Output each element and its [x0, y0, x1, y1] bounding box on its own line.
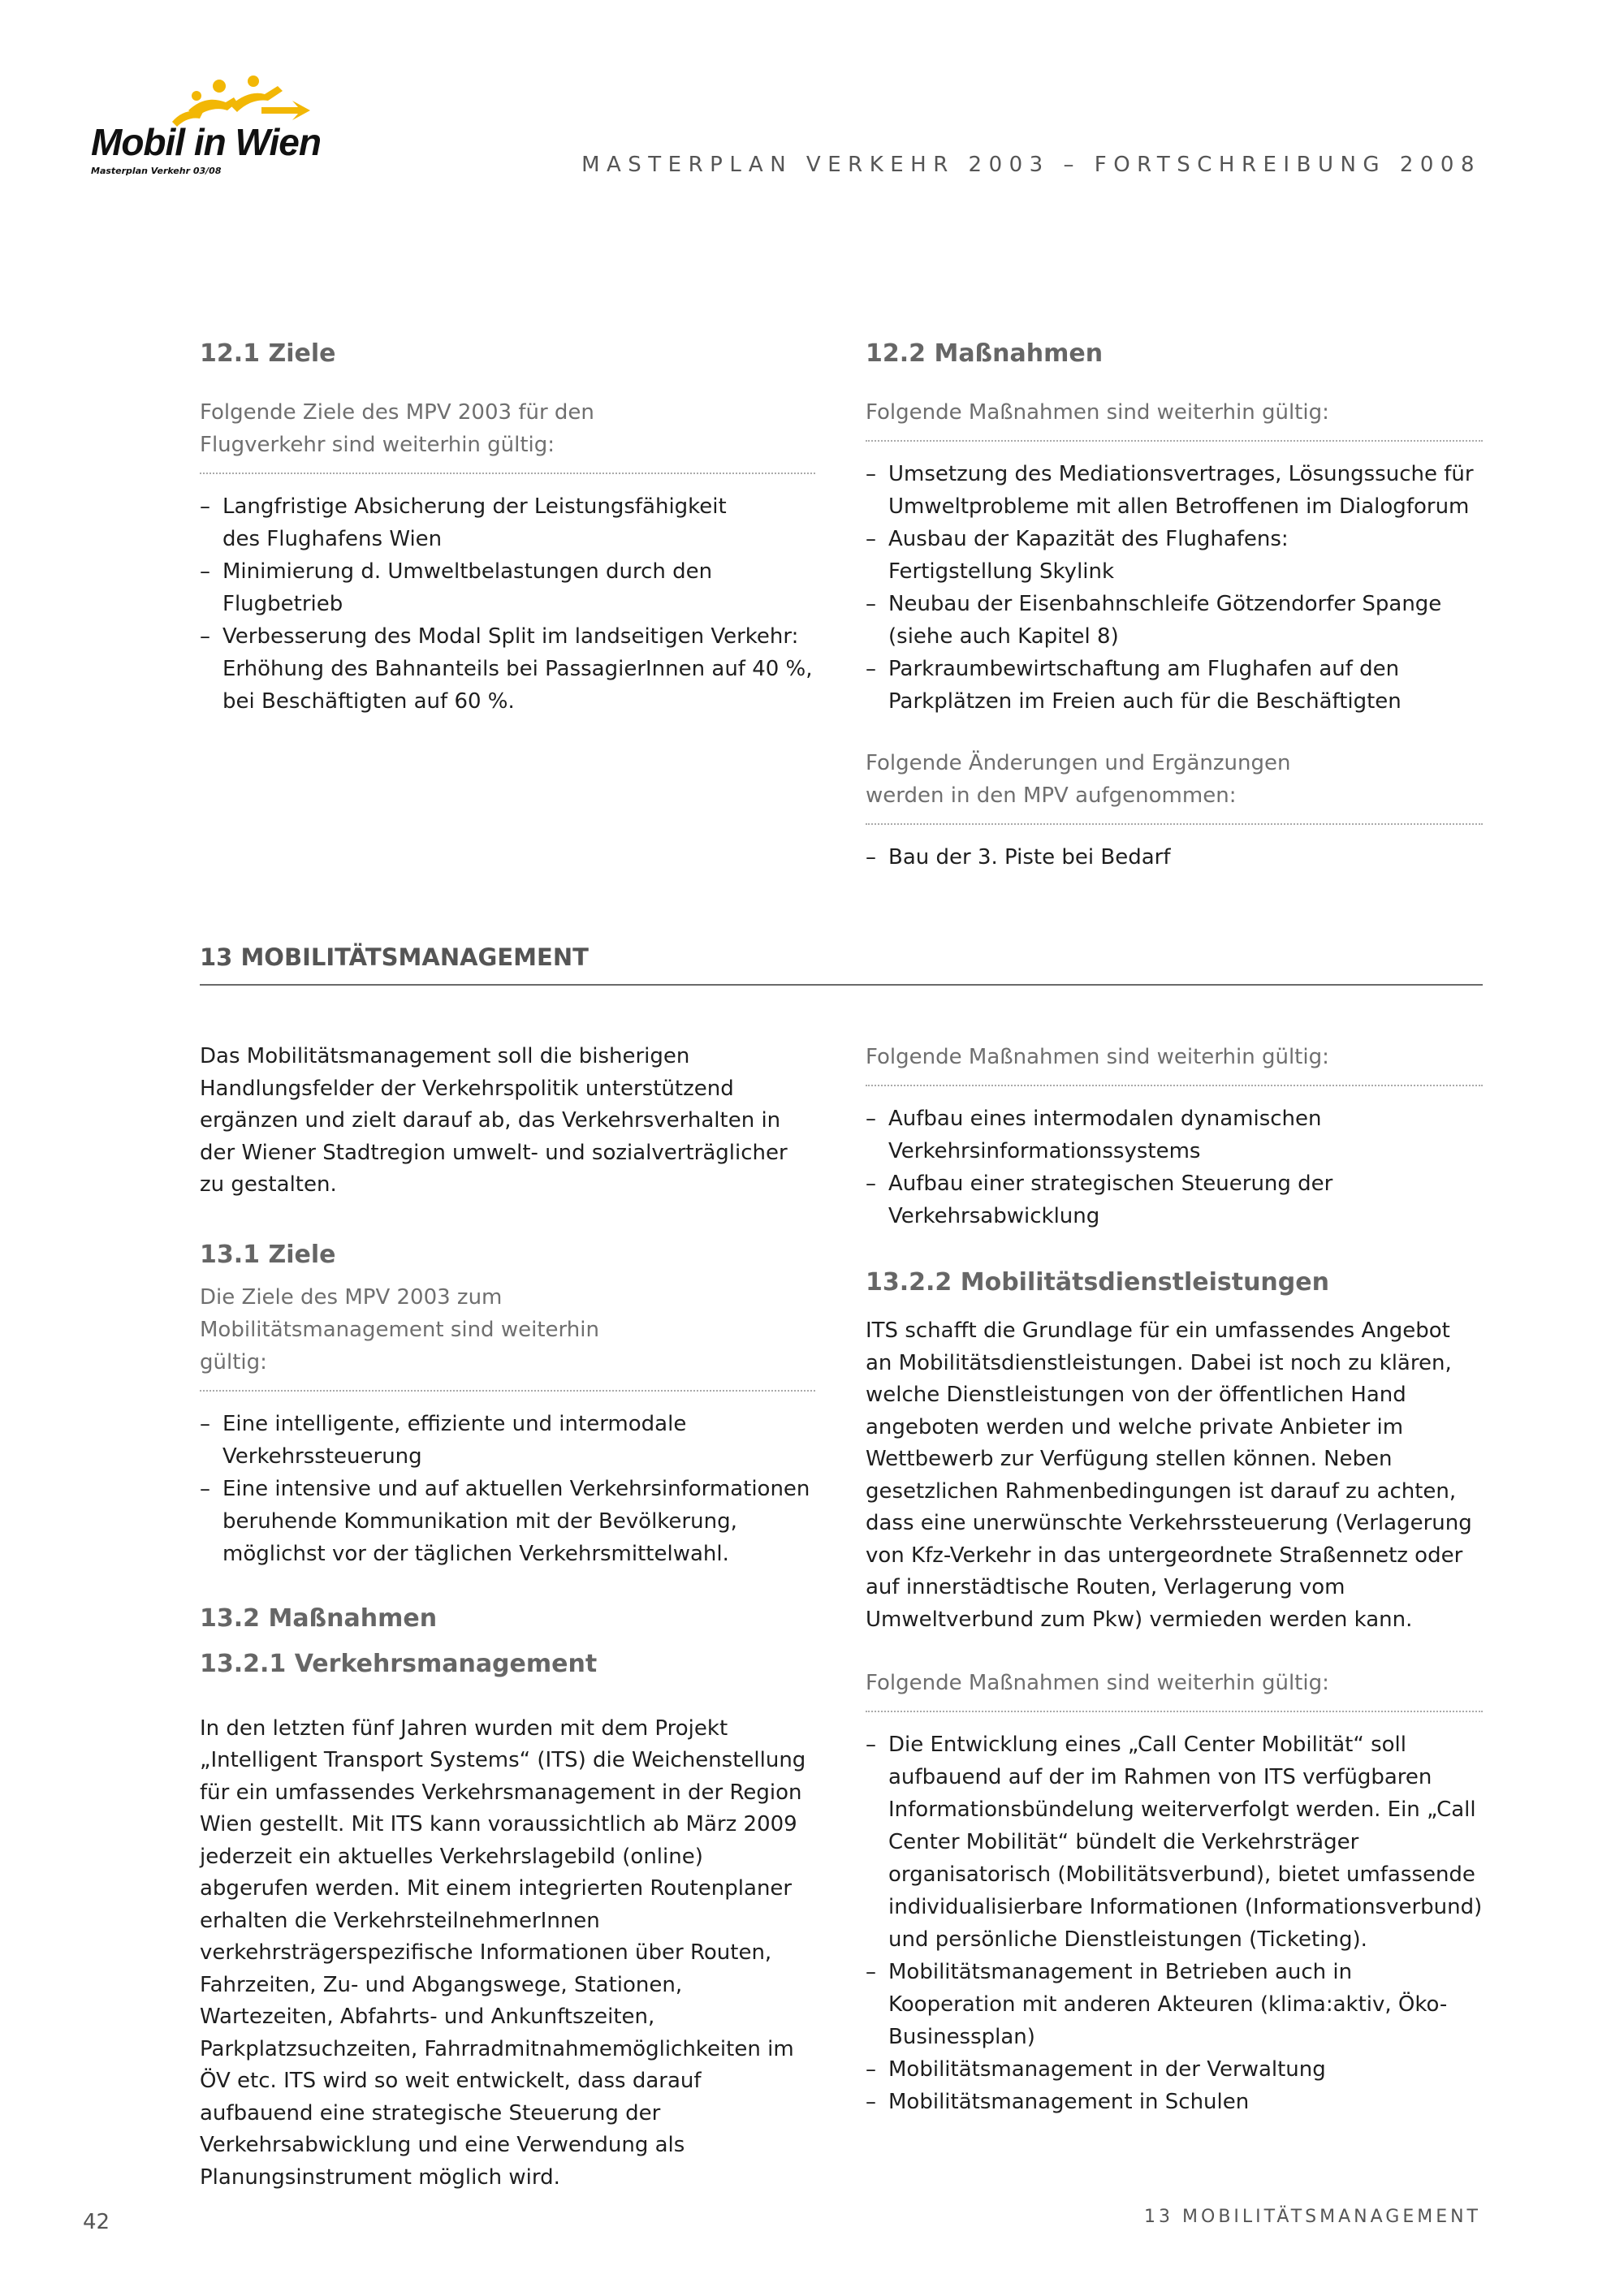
- list-item: – Die Entwicklung eines „Call Center Mobilität“ soll aufbauend auf der im Rahmen von ITS verfügbaren Informationsbündelung weiterverfolgt werden. Ein „Call Center Mobilität“ bündelt die Verkehrsträger organisatorisch (Mobilitätsverbund), bietet umfassende individualisierbare Informationen (Informationsverbund) und persönliche Dienstleistungen (Ticketing).: [866, 1728, 1483, 1956]
- measures-list: [866, 1728, 1483, 2118]
- list-item: – Mobilitätsmanagement in Betrieben auch in Kooperation mit anderen Akteuren (klima:aktiv, Öko-Businessplan): [866, 1956, 1483, 2053]
- list-item: – Eine intelligente, effiziente und intermodale Verkehrssteuerung: [200, 1408, 815, 1473]
- chapter-rule: [200, 984, 1483, 986]
- section-heading: 12.1 Ziele: [200, 339, 336, 368]
- logo-subtitle: Masterplan Verkehr 03/08: [91, 166, 222, 176]
- list-item: – Eine intensive und auf aktuellen Verkehrsinformationen beruhende Kommunikation mit der Bevölkerung, möglichst vor der täglichen Verkehrsmittelwahl.: [200, 1473, 815, 1570]
- section-13-right: [866, 1041, 1483, 2118]
- list-item: – Aufbau eines intermodalen dynamischen Verkehrsinformationssystems: [866, 1103, 1483, 1167]
- section-heading: 12.2 Maßnahmen: [866, 339, 1104, 368]
- list-item: – Langfristige Absicherung der Leistungsfähigkeit des Flughafens Wien: [200, 490, 815, 555]
- list-item: – Mobilitätsmanagement in der Verwaltung: [866, 2053, 1483, 2086]
- list-item: – Umsetzung des Mediationsvertrages, Lösungssuche für Umweltprobleme mit allen Betroffenen im Dialogforum: [866, 458, 1483, 523]
- chapter-intro-paragraph: Das Mobilitätsmanagement soll die bisherigen Handlungsfelder der Verkehrspolitik unterstützend ergänzen und zielt darauf ab, das Verkehrsverhalten in der Wiener Stadtregion umwelt- und sozialverträglicher zu gestalten.: [200, 1044, 788, 1197]
- measures-list: [866, 458, 1483, 718]
- footer-chapter-title: 13 MOBILITÄTSMANAGEMENT: [1144, 2207, 1481, 2227]
- list-item: – Mobilitätsmanagement in Schulen: [866, 2086, 1483, 2118]
- goals-list: [200, 490, 815, 718]
- list-item: – Neubau der Eisenbahnschleife Götzendorfer Spange (siehe auch Kapitel 8): [866, 588, 1483, 653]
- list-item: – Aufbau einer strategischen Steuerung der Verkehrsabwicklung: [866, 1167, 1483, 1232]
- measures-intro: Folgende Maßnahmen sind weiterhin gültig:: [866, 1045, 1329, 1069]
- document-title: MASTERPLAN VERKEHR 2003 – FORTSCHREIBUNG 2008: [581, 153, 1481, 177]
- verkehrsmanagement-paragraph: In den letzten fünf Jahren wurden mit dem Projekt „Intelligent Transport Systems“ (ITS) die Weichenstellung für ein umfassendes Verkehrsmanagement in der Region Wien gestellt. Mit ITS kann voraussichtlich ab März 2009 jederzeit ein aktuelles Verkehrslagebild (online) abgerufen werden. Mit einem integrierten Routenplaner erhalten die VerkehrsteilnehmerInnen verkehrsträgerspezifische Informationen über Routen, Fahrzeiten, Zu- und Abgangswege, Stationen, Wartezeiten, Abfahrts- und Ankunftszeiten, Parkplatzsuchzeiten, Fahrradmitnahmemöglichkeiten im ÖV etc. ITS wird so weit entwickelt, dass darauf aufbauend eine strategische Steuerung der Verkehrsabwicklung und eine Verwendung als Planungsinstrument möglich wird.: [200, 1716, 806, 2190]
- page-number: 42: [83, 2210, 110, 2234]
- dienstleistungen-paragraph: ITS schafft die Grundlage für ein umfassendes Angebot an Mobilitätsdienstleistungen. Dabei ist noch zu klären, welche Dienstleistungen von der öffentlichen Hand angeboten werden und welche private Anbieter im Wettbewerb zur Verfügung stellen können. Neben gesetzlichen Rahmenbedingungen ist darauf zu achten, dass eine unerwünschte Verkehrssteuerung (Verlagerung von Kfz-Verkehr in das untergeordnete Straßennetz oder auf innerstädtische Routen, Verlagerung vom Umweltverbund zum Pkw) vermieden werden kann.: [866, 1318, 1472, 1632]
- section-intro: Folgende Maßnahmen sind weiterhin gültig:: [866, 400, 1329, 425]
- logo: [91, 75, 335, 188]
- changes-list: [866, 841, 1483, 874]
- chapter-heading: [200, 943, 1483, 986]
- list-item: – Verbesserung des Modal Split im landseitigen Verkehr: Erhöhung des Bahnanteils bei PassagierInnen auf 40 %, bei Beschäftigten auf 60 %.: [200, 620, 815, 718]
- section-12-1: [200, 339, 815, 718]
- chapter-title: 13 MOBILITÄTSMANAGEMENT: [200, 943, 589, 971]
- section-heading: 13.2 Maßnahmen: [200, 1603, 438, 1633]
- measures-intro: Folgende Maßnahmen sind weiterhin gültig:: [866, 1671, 1329, 1695]
- list-item: – Bau der 3. Piste bei Bedarf: [866, 841, 1483, 874]
- goals-list: [200, 1408, 815, 1570]
- list-item: – Parkraumbewirtschaftung am Flughafen auf den Parkplätzen im Freien auch für die Beschäftigten: [866, 653, 1483, 718]
- list-item: – Minimierung d. Umweltbelastungen durch den Flugbetrieb: [200, 555, 815, 620]
- list-item: – Ausbau der Kapazität des Flughafens: Fertigstellung Skylink: [866, 523, 1483, 588]
- subsection-heading: 13.2.1 Verkehrsmanagement: [200, 1649, 598, 1678]
- section-heading: 13.1 Ziele: [200, 1240, 336, 1269]
- section-intro: Die Ziele des MPV 2003 zum Mobilitätsmanagement sind weiterhin gültig:: [200, 1284, 599, 1375]
- subsection-heading: 13.2.2 Mobilitätsdienstleistungen: [866, 1268, 1329, 1297]
- section-13-left: [200, 1041, 815, 2194]
- section-intro: Folgende Ziele des MPV 2003 für den Flugverkehr sind weiterhin gültig:: [200, 400, 594, 457]
- section-12-2: [866, 339, 1483, 874]
- logo-text: Mobil in Wien: [91, 121, 321, 163]
- changes-intro: Folgende Änderungen und Ergänzungen werden in den MPV aufgenommen:: [866, 751, 1291, 808]
- measures-list: [866, 1103, 1483, 1232]
